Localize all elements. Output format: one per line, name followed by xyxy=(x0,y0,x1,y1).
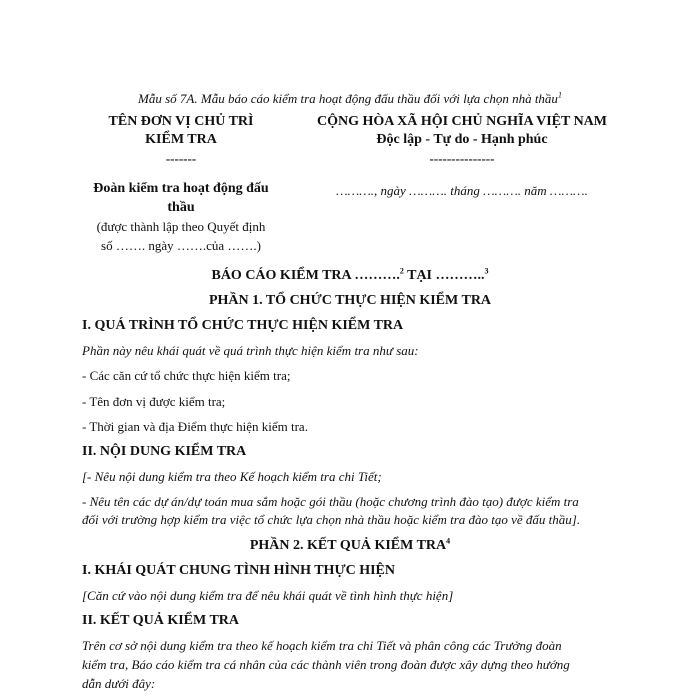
part1-section2-line2: - Nêu tên các dự án/dự toán mua sắm hoặc gói thầu (hoặc chương trình đào tạo) được kiểm tra xyxy=(82,494,579,509)
inspection-team-line2: thầu xyxy=(167,200,195,215)
list-item: - Thời gian và địa Điểm thực hiện kiểm tra. xyxy=(82,419,308,434)
part1-heading: PHẦN 1. TỔ CHỨC THỰC HIỆN KIỂM TRA xyxy=(208,293,492,308)
list-item: - Các căn cứ tổ chức thực hiện kiểm tra; xyxy=(82,368,291,383)
report-title: BÁO CÁO KIỂM TRA ……….$^2$ TẠI ………..$^3$ xyxy=(211,266,489,283)
part1-section2-line3: đối với trường hợp kiểm tra việc tổ chức lựa chọn nhà thầu hoặc kiểm tra đào tạo về đấu thầu]. xyxy=(82,512,581,527)
footnote-marker: 2 xyxy=(399,266,404,276)
footnote-marker: 3 xyxy=(484,266,489,276)
part1-section1-heading: I. QUÁ TRÌNH TỔ CHỨC THỰC HIỆN KIỂM TRA xyxy=(82,318,404,333)
unit-name-line1: TÊN ĐƠN VỊ CHỦ TRÌ xyxy=(108,114,254,129)
inspection-team-decision-line1: (được thành lập theo Quyết định xyxy=(96,219,266,234)
part1-section2-heading: II. NỘI DUNG KIỂM TRA xyxy=(82,444,247,459)
part2-section2-line2: kiểm tra, Báo cáo kiểm tra cá nhân của các thành viên trong đoàn được xây dựng theo hướng xyxy=(82,657,570,672)
template-caption: Mẫu số 7A. Mẫu báo cáo kiểm tra hoạt động đấu thầu đối với lựa chọn nhà thầu$^1$ xyxy=(138,90,562,106)
national-title: CỘNG HÒA XÃ HỘI CHỦ NGHĨA VIỆT NAM xyxy=(316,114,607,129)
part2-section2-line1: Trên cơ sở nội dung kiểm tra theo kế hoạch kiểm tra chi Tiết và phân công các Trưởng đoàn xyxy=(82,638,562,653)
unit-dash-separator: ------- xyxy=(165,151,197,166)
part2-section2-line3: dẫn dưới đây: xyxy=(82,676,156,691)
part2-section1-text: [Căn cứ vào nội dung kiểm tra để nêu khái quát về tình hình thực hiện] xyxy=(82,588,454,603)
footnote-marker: 4 xyxy=(446,536,451,546)
part2-section1-heading: I. KHÁI QUÁT CHUNG TÌNH HÌNH THỰC HIỆN xyxy=(82,563,395,578)
date-line: ………., ngày ………. tháng ………. năm ………. xyxy=(336,183,588,198)
part2-section2-heading: II. KẾT QUẢ KIỂM TRA xyxy=(82,613,240,628)
inspection-team-line1: Đoàn kiểm tra hoạt động đấu xyxy=(93,181,269,196)
part1-section1-intro: Phần này nêu khái quát về quá trình thực hiện kiểm tra như sau: xyxy=(82,343,419,358)
list-item: - Tên đơn vị được kiểm tra; xyxy=(82,394,226,409)
motto-dash-separator: --------------- xyxy=(429,151,495,166)
unit-name-line2: KIỂM TRA xyxy=(145,132,217,147)
footnote-marker: 1 xyxy=(557,90,562,100)
national-motto: Độc lập - Tự do - Hạnh phúc xyxy=(376,132,548,147)
part2-heading: PHẦN 2. KẾT QUẢ KIỂM TRA$^4$ xyxy=(249,536,451,553)
inspection-team-decision-line2: số ……. ngày …….của …….) xyxy=(101,238,261,253)
part1-section2-line1: [- Nêu nội dung kiểm tra theo Kế hoạch kiểm tra chi Tiết; xyxy=(82,469,382,484)
